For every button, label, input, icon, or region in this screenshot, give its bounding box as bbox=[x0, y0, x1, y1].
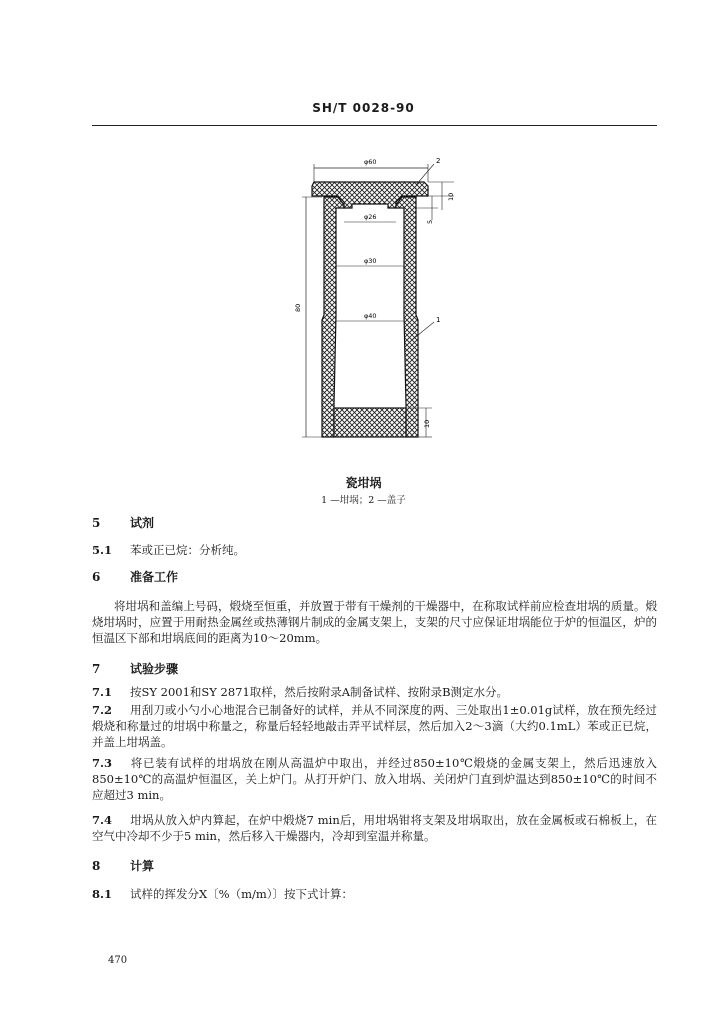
dim-h80: 80 bbox=[294, 303, 302, 312]
dim-h10-top: 10 bbox=[447, 192, 455, 201]
section-title: 试验步骤 bbox=[130, 662, 179, 676]
section-7-heading bbox=[92, 660, 178, 677]
section-8-heading bbox=[92, 857, 154, 874]
clause-text: 试样的挥发分X〔%（m/m）〕按下式计算： bbox=[130, 887, 354, 901]
clause-7-4 bbox=[92, 812, 657, 844]
section-5-heading bbox=[92, 514, 154, 531]
clause-7-3 bbox=[92, 755, 657, 803]
section-number: 6 bbox=[92, 570, 101, 584]
section-title: 计算 bbox=[130, 859, 155, 873]
callout-lid: 2 bbox=[436, 157, 441, 165]
clause-text: 用刮刀或小勺小心地混合已制备好的试样，并从不同深度的两、三处取出1±0.01g试样，放在预先经过煅烧和称量过的坩埚中称量之，称量后轻轻地敲击弄平试样层，然后加入2～3滴（大约0.1mL）苯或正已烷，并盖上坩埚盖。 bbox=[92, 703, 657, 749]
callout-crucible: 1 bbox=[436, 316, 441, 324]
dim-h10-bottom: 10 bbox=[423, 419, 431, 428]
clause-7-1 bbox=[92, 684, 657, 700]
clause-7-2 bbox=[92, 702, 657, 750]
clause-5-1 bbox=[92, 542, 657, 558]
clause-number: 7.1 bbox=[92, 685, 113, 699]
clause-number: 7.4 bbox=[92, 813, 113, 827]
dim-d26: φ26 bbox=[364, 213, 377, 221]
section-6-text: 将坩埚和盖编上号码，煅烧至恒重，并放置于带有干燥剂的干燥器中，在称取试样前应检查坩埚的质量。煅烧坩埚时，应置于用耐热金属丝或热薄钢片制成的金属支架上，支架的尺寸应保证坩埚能位于炉的恒温区，炉的恒温区下部和坩埚底间的距离为10～20mm。 bbox=[92, 599, 657, 645]
page-header: SH/T 0028-90 bbox=[312, 101, 415, 115]
section-number: 8 bbox=[92, 859, 101, 873]
figure-legend: 1 —坩埚；2 —盖子 bbox=[321, 495, 406, 506]
clause-number: 5.1 bbox=[92, 543, 113, 557]
clause-text: 苯或正已烷：分析纯。 bbox=[130, 543, 245, 557]
clause-text: 将已装有试样的坩埚放在刚从高温炉中取出，并经过850±10℃煅烧的金属支架上，然后迅速放入850±10℃的高温炉恒温区，关上炉门。从打开炉门、放入坩埚、关闭炉门直到炉温达到850±10℃的时间不应超过3 min。 bbox=[92, 756, 657, 802]
figure-caption: 瓷坩埚 bbox=[345, 476, 382, 490]
dim-d30: φ30 bbox=[364, 257, 377, 265]
clause-number: 7.3 bbox=[92, 756, 113, 770]
clause-8-1 bbox=[92, 886, 657, 902]
crucible-figure bbox=[292, 150, 462, 450]
clause-number: 8.1 bbox=[92, 887, 113, 901]
crucible-left-wall bbox=[322, 197, 344, 437]
dim-h5: 5 bbox=[426, 219, 434, 224]
crucible-bottom bbox=[334, 408, 406, 437]
crucible-right-wall bbox=[396, 197, 418, 437]
header-rule bbox=[92, 125, 657, 126]
section-6-heading bbox=[92, 568, 178, 585]
clause-text: 坩埚从放入炉内算起，在炉中煅烧7 min后，用坩埚钳将支架及坩埚取出，放在金属板或石棉板上，在空气中冷却不少于5 min，然后移入干燥器内，冷却到室温并称量。 bbox=[92, 813, 657, 843]
dim-d60: φ60 bbox=[364, 158, 377, 166]
clause-text: 按SY 2001和SY 2871取样，然后按附录A制备试样、按附录B测定水分。 bbox=[130, 685, 509, 699]
page-number: 470 bbox=[108, 955, 128, 966]
clause-number: 7.2 bbox=[92, 703, 113, 717]
section-title: 准备工作 bbox=[130, 570, 179, 584]
dim-d40: φ40 bbox=[364, 312, 377, 320]
section-title: 试剂 bbox=[130, 516, 155, 530]
section-number: 7 bbox=[92, 662, 101, 676]
section-number: 5 bbox=[92, 516, 101, 530]
